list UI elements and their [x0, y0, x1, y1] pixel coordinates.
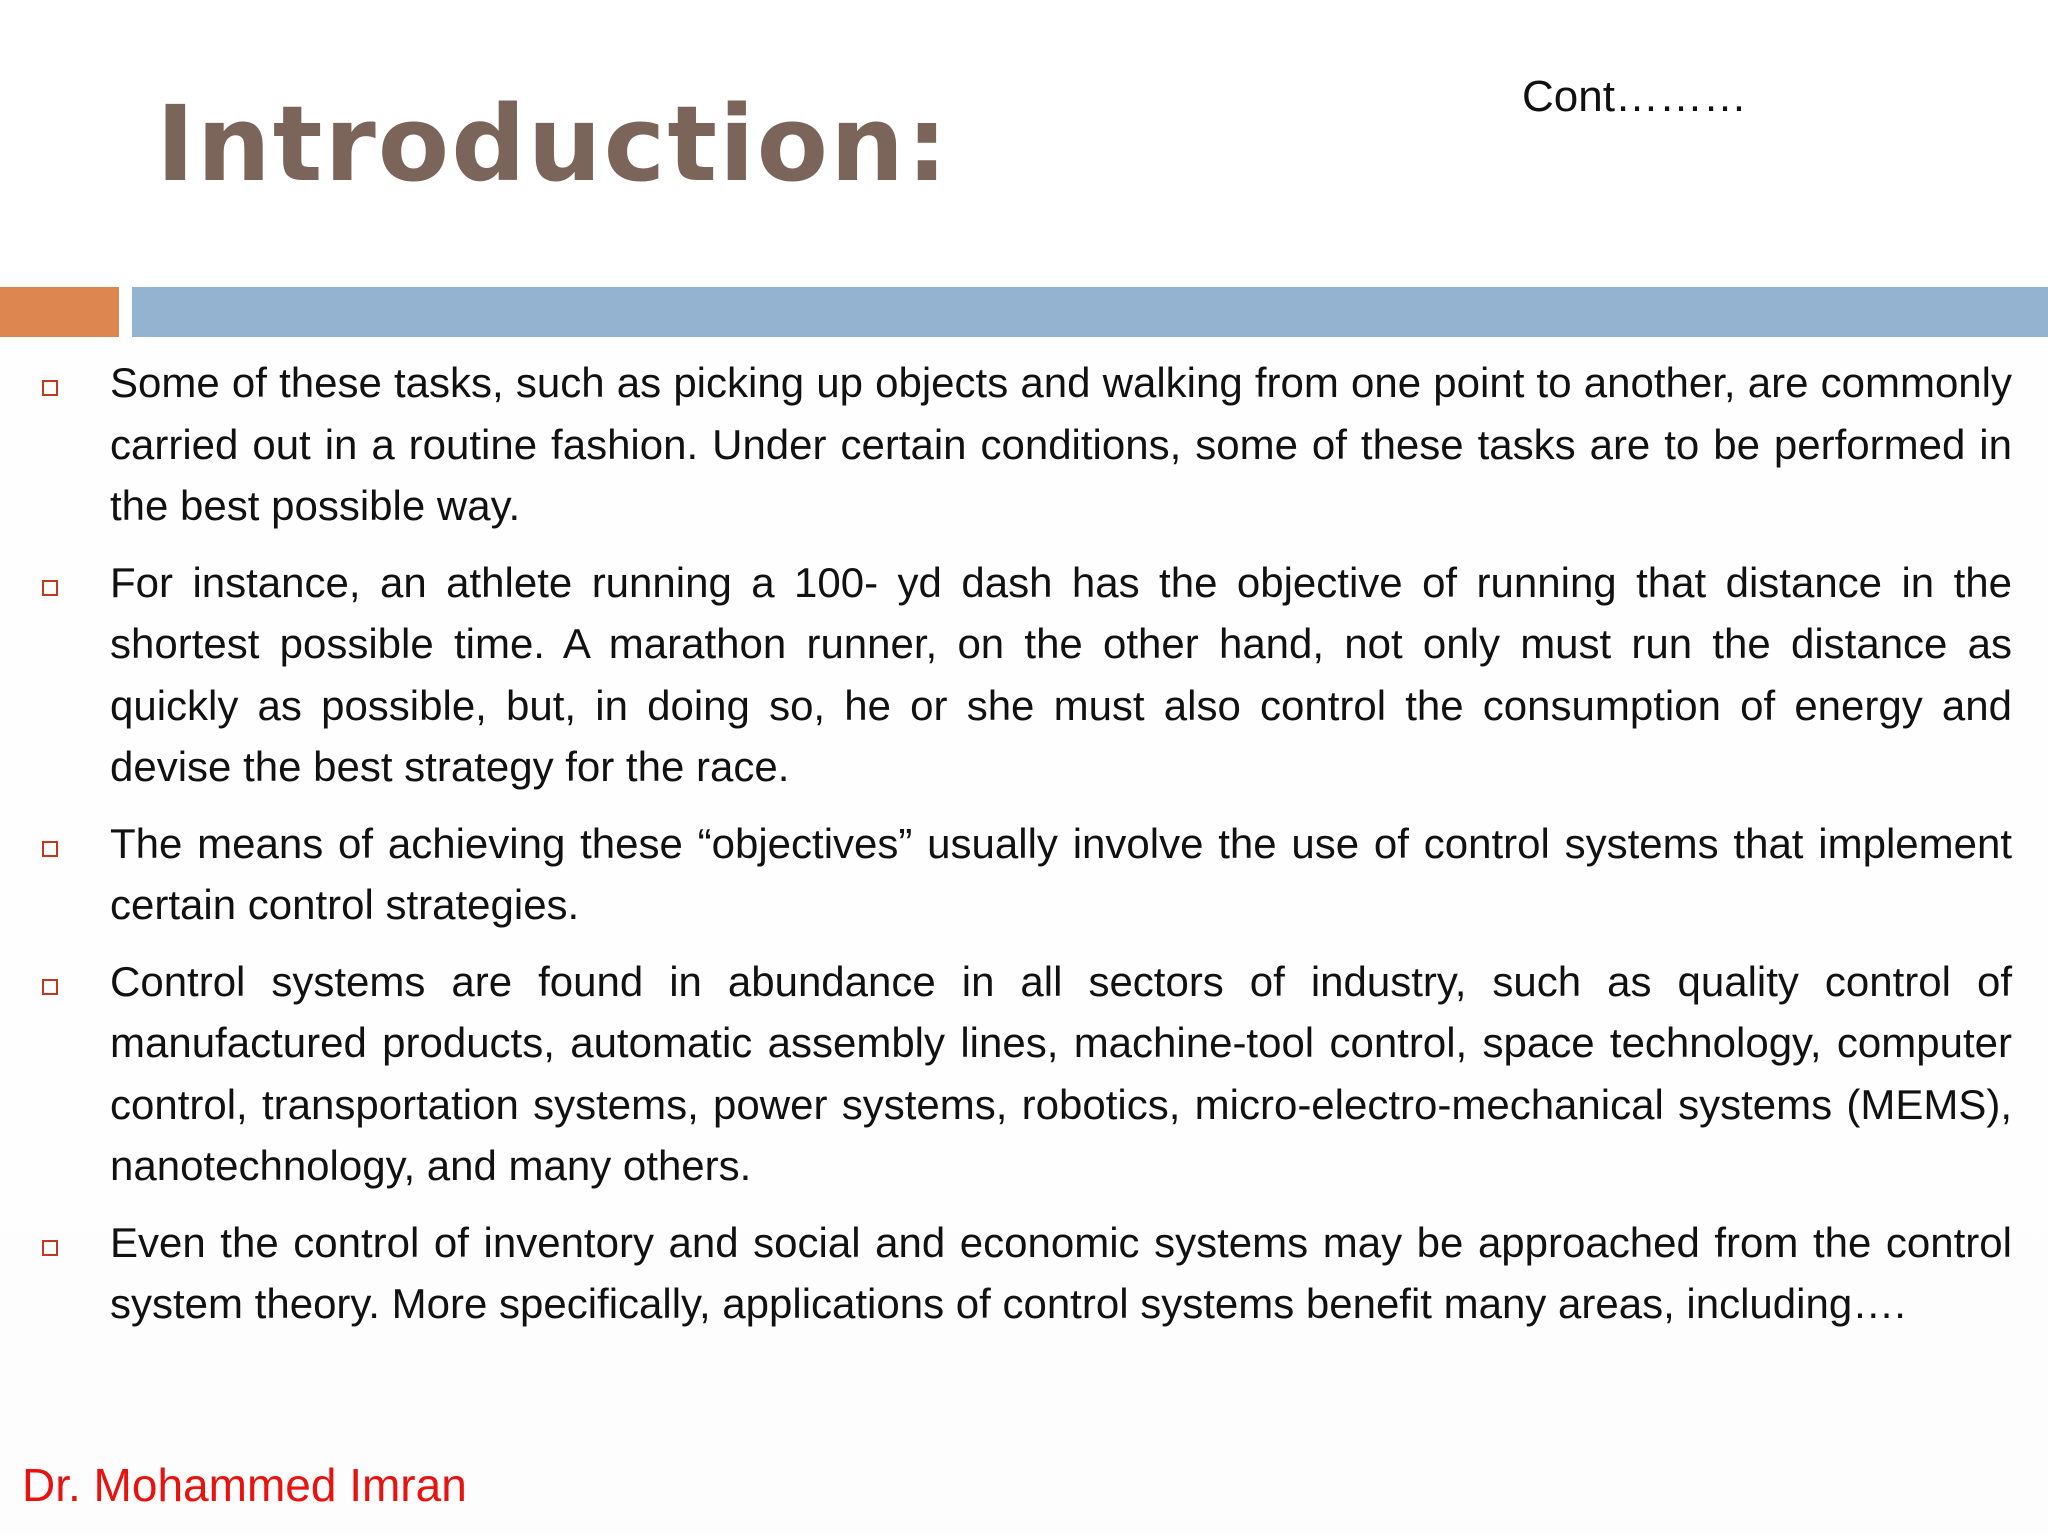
square-bullet-icon	[42, 1240, 58, 1256]
list-item	[36, 1212, 2012, 1335]
square-bullet-icon	[42, 841, 58, 857]
list-item	[36, 552, 2012, 798]
list-item	[36, 813, 2012, 936]
bullet-text: The means of achieving these “objectives” usually involve the use of control systems that implement certain control strategies.	[110, 819, 2012, 928]
square-bullet-icon	[42, 979, 58, 995]
square-bullet-icon	[42, 380, 58, 396]
continuation-label: Cont………	[1522, 72, 1747, 121]
bullet-text: Some of these tasks, such as picking up objects and walking from one point to another, are commonly carried out in a routine fashion. Under certain conditions, some of these tasks are to be performed in the best possible way.	[110, 359, 2012, 529]
list-item	[36, 951, 2012, 1197]
bullet-text: For instance, an athlete running a 100- yd dash has the objective of running that distance in the shortest possible time. A marathon runner, on the other hand, not only must run the distance as quickly as possible, but, in doing so, he or she must also control the consumption of energy and devise the best strategy for the race.	[110, 558, 2012, 790]
slide-title: Introduction:	[156, 83, 950, 205]
bullet-text: Even the control of inventory and social and economic systems may be approached from the control system theory. More specifically, applications of control systems benefit many areas, including….	[110, 1218, 2012, 1327]
square-bullet-icon	[42, 580, 58, 596]
list-item	[36, 352, 2012, 537]
bullet-list	[36, 352, 2012, 1350]
bullet-text: Control systems are found in abundance in all sectors of industry, such as quality control of manufactured products, automatic assembly lines, machine-tool control, space technology, computer control, transportation systems, power systems, robotics, micro-electro-mechanical systems (MEMS), nanotechnology, and many others.	[110, 957, 2012, 1189]
accent-bar-orange	[0, 287, 119, 337]
accent-bar-blue	[132, 287, 2048, 337]
author-name: Dr. Mohammed Imran	[22, 1459, 467, 1511]
